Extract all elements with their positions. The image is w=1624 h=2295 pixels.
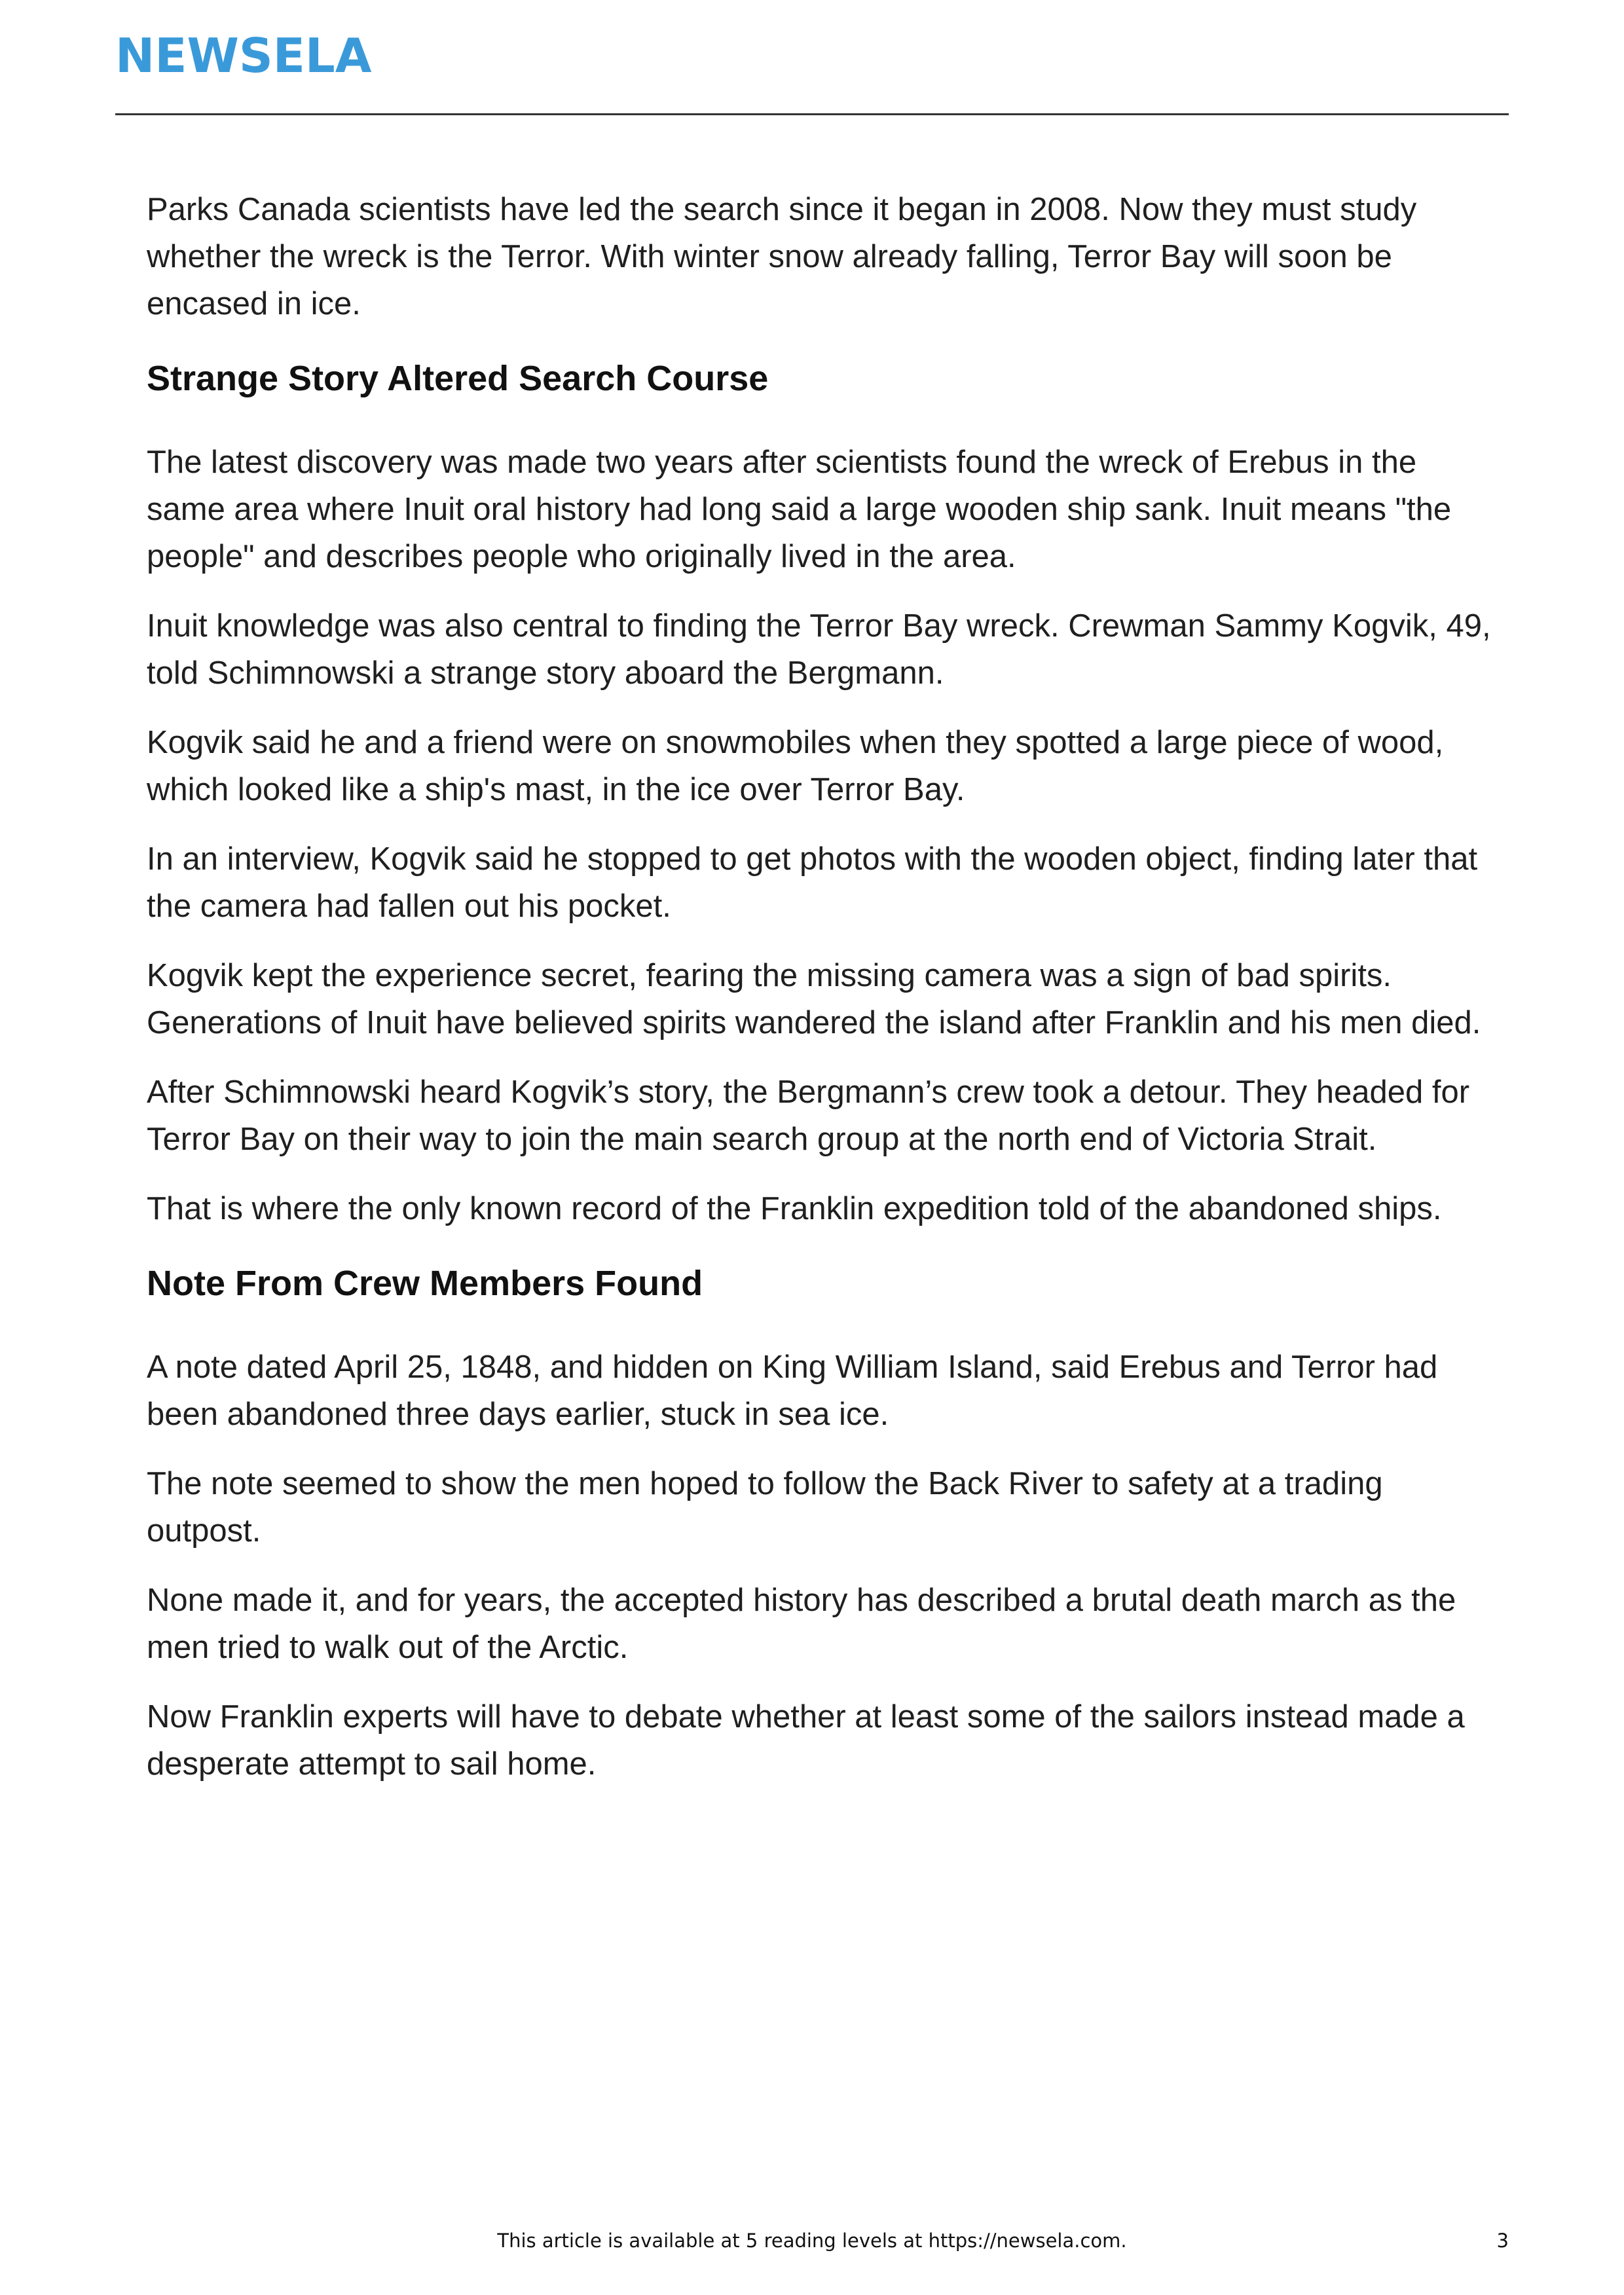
article-paragraph: In an interview, Kogvik said he stopped to get photos with the wooden object, finding later that the camera had fallen out his pocket.: [147, 841, 1478, 924]
article-paragraph: The latest discovery was made two years after scientists found the wreck of Erebus in the same area where Inuit oral history had long said a large wooden ship sank. Inuit means "the people" and describes people who originally lived in the area.: [147, 445, 1452, 574]
article-paragraph: Kogvik said he and a friend were on snowmobiles when they spotted a large piece of wood, which looked like a ship's mast, in the ice over Terror Bay.: [147, 725, 1444, 807]
article-paragraph: That is where the only known record of the Franklin expedition told of the abandoned ships.: [147, 1191, 1442, 1226]
newsela-logo: NEWSELA: [115, 28, 372, 83]
article-paragraph: Now Franklin experts will have to debate whether at least some of the sailors instead made a desperate attempt to sail home.: [147, 1699, 1465, 1782]
article-paragraph: A note dated April 25, 1848, and hidden on King William Island, said Erebus and Terror had been abandoned three days earlier, stuck in sea ice.: [147, 1349, 1438, 1432]
section-heading: Note From Crew Members Found: [147, 1264, 703, 1303]
footer-reading-levels-note: This article is available at 5 reading levels at https://newsela.com.: [497, 2230, 1127, 2252]
article-paragraph: The note seemed to show the men hoped to follow the Back River to safety at a trading outpost.: [147, 1466, 1383, 1549]
article-paragraph: Inuit knowledge was also central to finding the Terror Bay wreck. Crewman Sammy Kogvik, 49, told Schimnowski a strange story aboard the Bergmann.: [147, 608, 1491, 691]
article-body: [147, 186, 1496, 1810]
article-paragraph: Parks Canada scientists have led the search since it began in 2008. Now they must study whether the wreck is the Terror. With winter snow already falling, Terror Bay will soon be encased in ice.: [147, 192, 1417, 321]
article-paragraph: None made it, and for years, the accepted history has described a brutal death march as the men tried to walk out of the Arctic.: [147, 1583, 1456, 1665]
page-number: 3: [1496, 2230, 1509, 2252]
header-divider: [115, 113, 1509, 115]
section-heading: Strange Story Altered Search Course: [147, 359, 769, 398]
article-paragraph: Kogvik kept the experience secret, fearing the missing camera was a sign of bad spirits. Generations of Inuit have believed spirits wandered the island after Franklin and his men died.: [147, 958, 1481, 1040]
article-paragraph: After Schimnowski heard Kogvik’s story, the Bergmann’s crew took a detour. They headed for Terror Bay on their way to join the main search group at the north end of Victoria Strait.: [147, 1074, 1470, 1157]
